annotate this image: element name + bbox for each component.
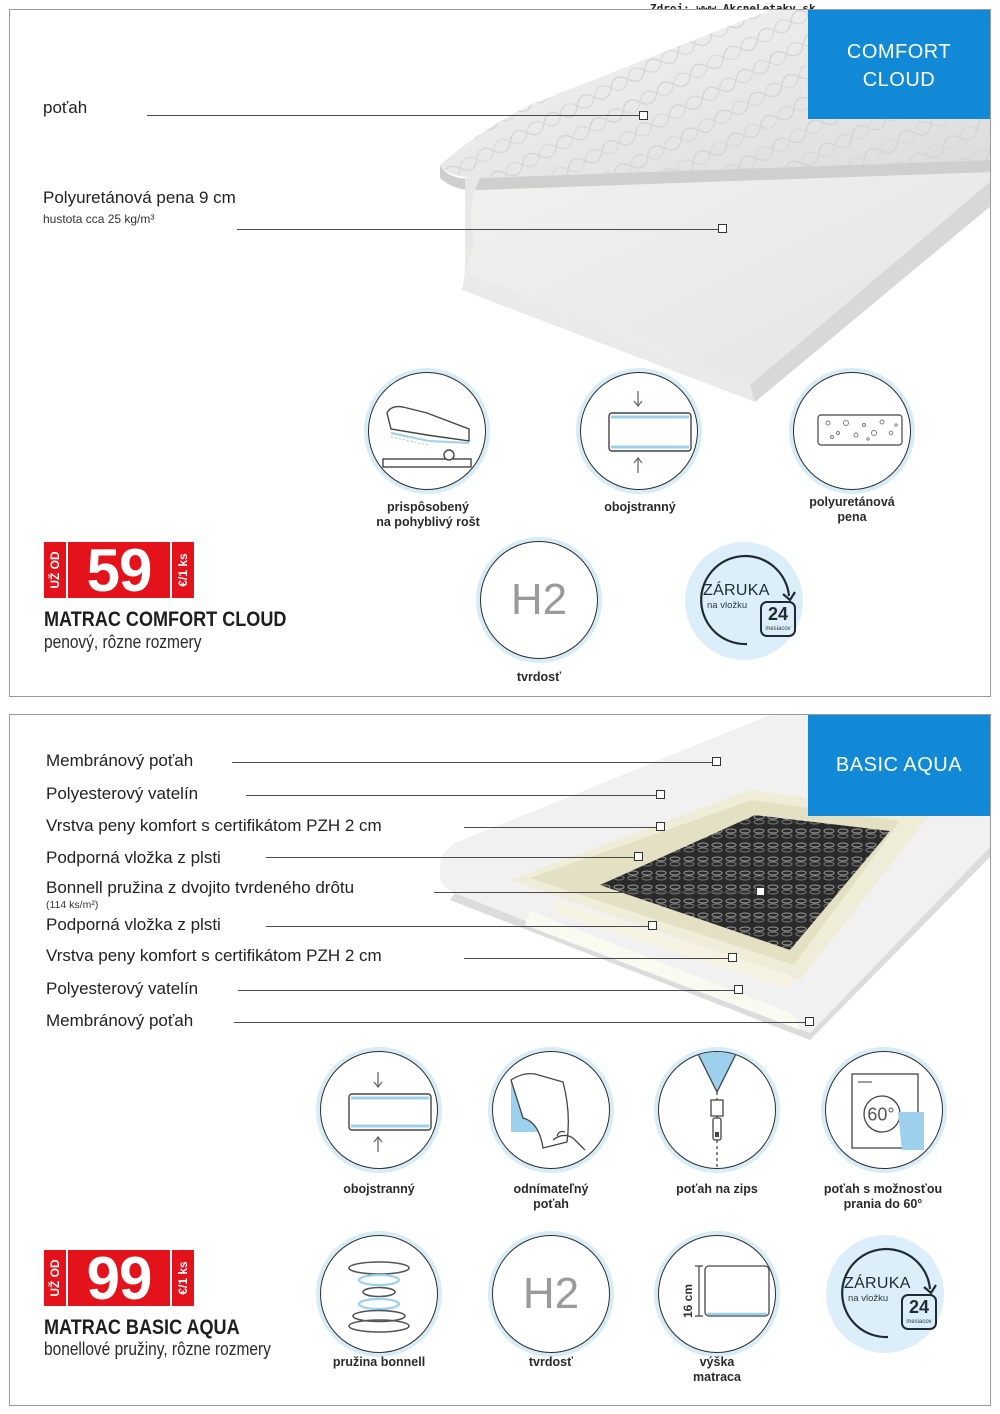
product-panel-basic-aqua [9, 714, 991, 1406]
layer-label: Bonnell pružina z dvojito tvrdeného drôtu [46, 878, 355, 897]
product-name: MATRAC BASIC AQUA [44, 1316, 240, 1339]
feature-label: polyuretánová pena [809, 495, 895, 524]
layer-label: Vrstva peny komfort s certifikátom PZH 2 cm [46, 816, 382, 835]
zipper-icon [659, 1052, 776, 1169]
two-sided-icon [321, 1052, 438, 1169]
leader-marker [634, 852, 643, 861]
feature-hardness [492, 1235, 610, 1353]
leader-marker [734, 985, 743, 994]
two-sided-icon [581, 373, 698, 490]
price-value: 59 [68, 542, 170, 598]
price-prefix: UŽ OD [44, 1250, 66, 1306]
feature-label: obojstranný [343, 1182, 415, 1196]
feature-label: obojstranný [604, 500, 676, 514]
feature-mattress-height [658, 1235, 776, 1353]
hardness-icon: H2 [522, 1269, 580, 1318]
leader-marker [756, 887, 765, 896]
leader-marker [718, 224, 727, 233]
leader-line [246, 795, 657, 796]
product-name: MATRAC COMFORT CLOUD [44, 608, 287, 631]
feature-zipper [658, 1051, 776, 1169]
product-description: penový, rôzne rozmery [44, 632, 202, 652]
layer-label-foam: Polyuretánová pena 9 cm [43, 188, 236, 207]
layer-label: Membránový poťah [46, 751, 194, 770]
leader-marker [728, 953, 737, 962]
layer-label: Vrstva peny komfort s certifikátom PZH 2 cm [46, 946, 382, 965]
warranty-title: ZÁRUKA [844, 1275, 911, 1292]
removable-cover-icon [493, 1052, 610, 1169]
layer-foam-density: hustota cca 25 kg/m³ [43, 212, 155, 226]
feature-hardness [480, 541, 598, 659]
product-badge-basic-aqua [808, 715, 990, 816]
price-unit: €/1 ks [172, 542, 194, 598]
layer-label-cover: poťah [43, 98, 88, 117]
wash-temperature: 60° [867, 1104, 895, 1125]
warranty-subtitle: na vložku [707, 600, 748, 611]
feature-adjustable-base [368, 372, 486, 490]
warranty-months: 24 [908, 1297, 930, 1317]
leader-line [234, 1022, 806, 1023]
warranty-subtitle: na vložku [848, 1293, 889, 1304]
warranty-badge [685, 542, 803, 660]
leader-line [232, 762, 712, 763]
leader-marker [712, 757, 721, 766]
layer-label: Podporná vložka z plsti [46, 915, 221, 934]
leader-marker [656, 790, 665, 799]
layer-label: Polyesterový vatelín [46, 784, 199, 803]
mattress-height-value: 16 cm [681, 1283, 695, 1319]
leader-line [434, 892, 759, 893]
warranty-months: 24 [767, 604, 789, 624]
product-description: bonellové pružiny, rôzne rozmery [44, 1339, 271, 1359]
spring-density-note: (114 ks/m²) [46, 899, 99, 911]
price-prefix: UŽ OD [44, 542, 66, 598]
layer-label: Membránový poťah [46, 1011, 194, 1030]
badge-line-1: COMFORT [846, 41, 952, 63]
product-panel-comfort-cloud [9, 9, 991, 697]
leader-line [147, 115, 643, 116]
layer-label: Podporná vložka z plsti [46, 848, 221, 867]
warranty-months-label: mesiacov [906, 1319, 932, 1325]
feature-two-sided [580, 372, 698, 490]
leader-line [237, 229, 722, 230]
adjustable-slatted-base-icon [369, 373, 486, 490]
hardness-icon: H2 [510, 575, 568, 624]
warranty-badge [826, 1235, 944, 1353]
bonnell-spring-icon [321, 1236, 438, 1353]
leader-marker [656, 822, 665, 831]
leader-line [464, 958, 729, 959]
feature-label: tvrdosť [528, 1355, 574, 1369]
leader-line [238, 990, 735, 991]
feature-label: prispôsobený na pohyblivý rošt [376, 500, 480, 529]
mattress-height-icon [659, 1236, 776, 1353]
feature-label: poťah s možnosťou prania do 60° [823, 1182, 943, 1211]
badge-line: BASIC AQUA [835, 754, 963, 776]
feature-label: výška matraca [693, 1355, 741, 1384]
warranty-title: ZÁRUKA [703, 582, 770, 599]
leader-line [266, 857, 636, 858]
warranty-months-label: mesiacov [765, 626, 791, 632]
feature-label: tvrdosť [516, 670, 562, 684]
feature-removable-cover [492, 1051, 610, 1169]
foam-icon [794, 373, 911, 490]
badge-line-2: CLOUD [862, 69, 936, 91]
leader-marker [648, 921, 657, 930]
leader-marker [805, 1017, 814, 1026]
leader-line [266, 926, 649, 927]
feature-label: odnímateľný poťah [513, 1182, 589, 1211]
feature-bonnell-spring [320, 1235, 438, 1353]
leader-marker [639, 111, 648, 120]
feature-label: poťah na zips [676, 1182, 758, 1196]
feature-foam [793, 372, 911, 490]
layer-label: Polyesterový vatelín [46, 979, 199, 998]
feature-washable [825, 1051, 943, 1169]
price-value: 99 [68, 1250, 170, 1306]
price-unit: €/1 ks [172, 1250, 194, 1306]
product-badge-comfort-cloud [808, 10, 990, 119]
feature-two-sided [320, 1051, 438, 1169]
feature-label: pružina bonnell [332, 1355, 426, 1369]
leader-line [464, 827, 657, 828]
